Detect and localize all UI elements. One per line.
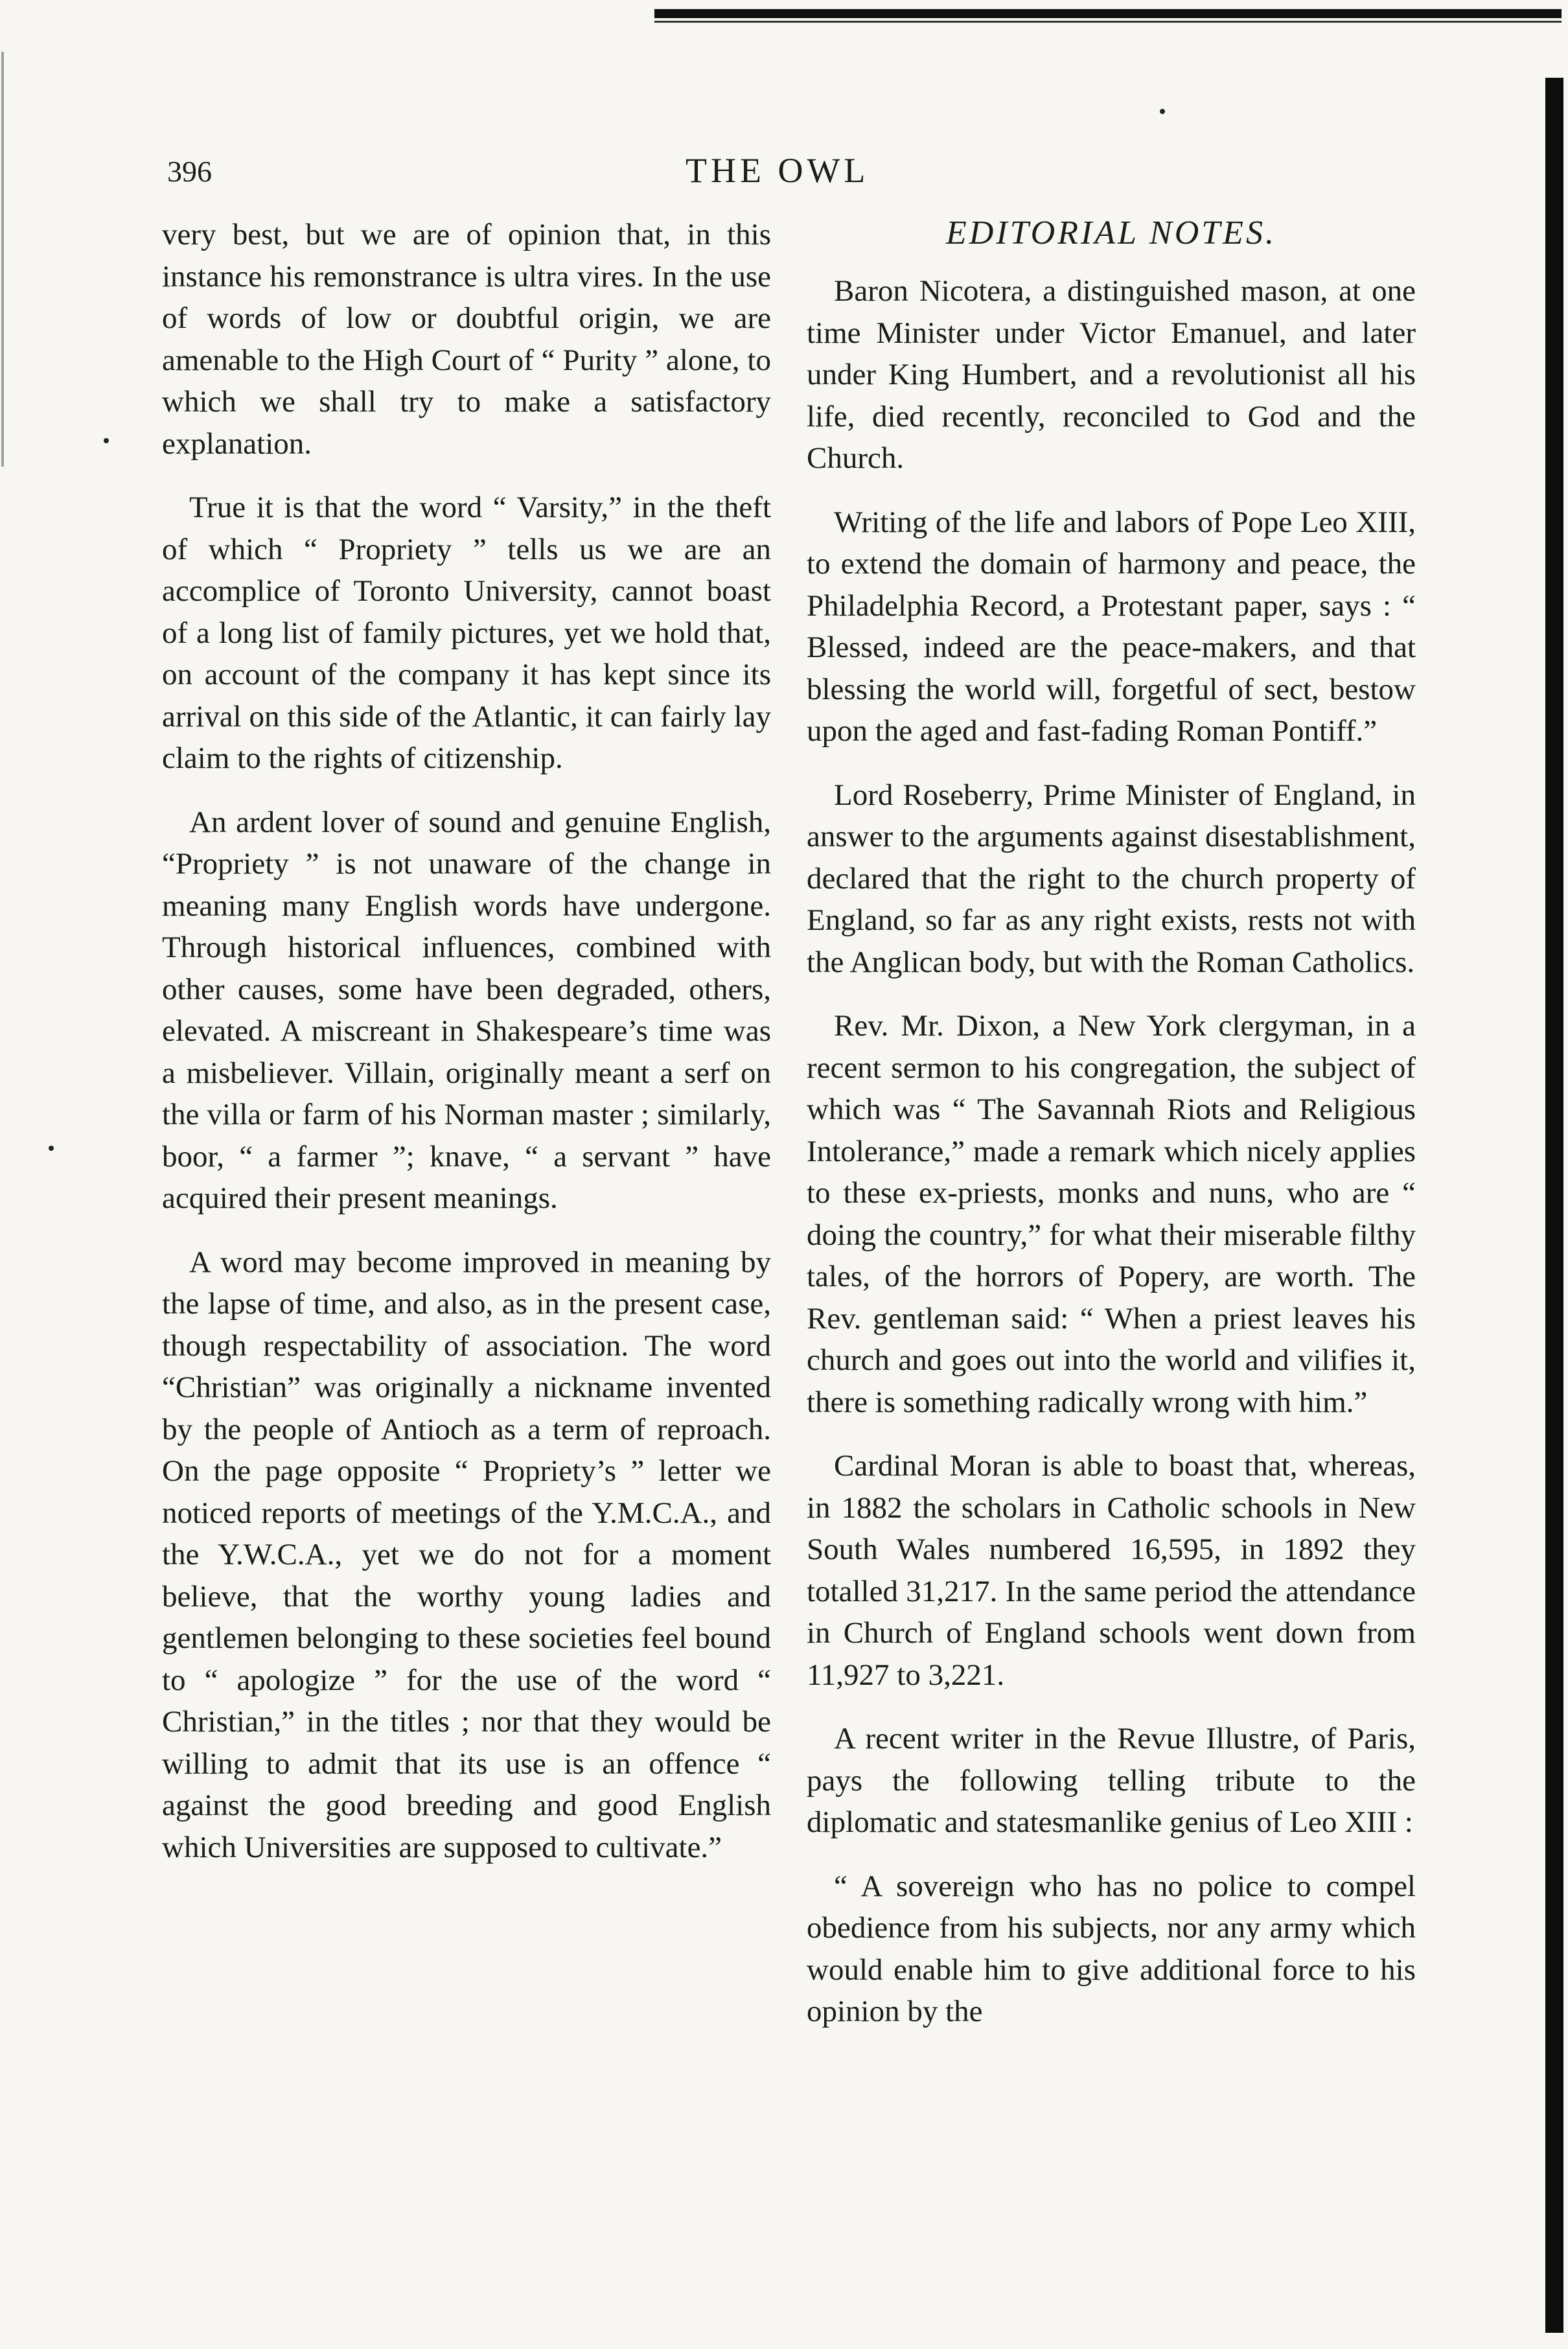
paragraph: Lord Roseberry, Prime Minister of England, in answer to the arguments against disestablishment, declared that the right to the church property of England, so far as any right exists, rests not with the Anglican body, but with the Roman Catholics. xyxy=(807,778,1416,979)
paragraph: Rev. Mr. Dixon, a New York clergyman, in a recent sermon to his congregation, the subject of which was “ The Savannah Riots and Religious Intolerance,” made a remark which nicely applies to these ex-priests, monks and nuns, who are “ doing the country,” for what their miserable filthy tales, of the horrors of Popery, are worth. The Rev. gentleman said: “ When a priest leaves his church and goes out into the world and vilifies it, there is something radically wrong with him.” xyxy=(807,1009,1416,1419)
running-title: THE OWL xyxy=(686,151,870,190)
paragraph: very best, but we are of opinion that, in this instance his remonstrance is ultra vires. In the use of words of low or doubtful origin, we are amenable to the High Court of “ Purity ” alone, to which we shall try to make a satisfactory explanation. xyxy=(162,218,771,461)
left-scan-edge xyxy=(1,52,4,467)
paragraph: Cardinal Moran is able to boast that, whereas, in 1882 the scholars in Catholic schools in New South Wales numbered 16,595, in 1892 they totalled 31,217. In the same period the attendance in Church of England schools went down from 11,927 to 3,221. xyxy=(807,1449,1416,1692)
right-scan-edge xyxy=(1545,78,1563,2333)
paragraph: An ardent lover of sound and genuine English, “Propriety ” is not unaware of the change in meaning many English words have undergone. Through historical influences, combined with other causes, some have been degraded, others, elevated. A miscreant in Shakespeare’s time was a misbeliever. Villain, originally meant a serf on the villa or farm of his Norman master ; similarly, boor, “ a farmer ”; knave, “ a servant ” have acquired their present meanings. xyxy=(162,805,771,1215)
top-scan-rule xyxy=(654,9,1562,18)
scan-speck xyxy=(104,438,109,443)
page-number: 396 xyxy=(167,155,212,188)
left-column xyxy=(162,214,771,1890)
paragraph: Baron Nicotera, a distinguished mason, at one time Minister under Victor Emanuel, and later under King Humbert, and a revolutionist all his life, died recently, reconciled to God and the Church. xyxy=(807,274,1416,475)
scan-speck xyxy=(49,1146,54,1151)
paragraph: “ A sovereign who has no police to compel obedience from his subjects, nor any army which would enable him to give additional force to his opinion by the xyxy=(807,1869,1416,2028)
right-column xyxy=(807,214,1416,2033)
section-heading: EDITORIAL NOTES. xyxy=(946,214,1276,251)
paragraph: A recent writer in the Revue Illustre, of Paris, pays the following telling tribute to the diplomatic and statesmanlike genius of Leo XIII : xyxy=(807,1722,1416,1839)
paragraph: A word may become improved in meaning by the lapse of time, and also, as in the present case, though respectability of association. The word “Christian” was originally a nickname invented by the people of Antioch as a term of reproach. On the page opposite “ Propriety’s ” letter we noticed reports of meetings of the Y.M.C.A., and the Y.W.C.A., yet we do not for a moment believe, that the worthy young ladies and gentlemen belonging to these societies feel bound to “ apologize ” for the use of the word “ Christian,” in the titles ; nor that they would be willing to admit that its use is an offence “ against the good breeding and good English which Universities are supposed to cultivate.” xyxy=(162,1245,771,1864)
paragraph: Writing of the life and labors of Pope Leo XIII, to extend the domain of harmony and peace, the Philadelphia Record, a Protestant paper, says : “ Blessed, indeed are the peace-makers, and that blessing the world will, forgetful of sect, bestow upon the aged and fast-fading Roman Pontiff.” xyxy=(807,505,1416,748)
paragraph: True it is that the word “ Varsity,” in the theft of which “ Propriety ” tells us we are an accomplice of Toronto University, cannot boast of a long list of family pictures, yet we hold that, on account of the company it has kept since its arrival on this side of the Atlantic, it can fairly lay claim to the rights of citizenship. xyxy=(162,491,771,775)
top-scan-rule-thin xyxy=(654,21,1562,23)
scan-speck xyxy=(1160,109,1165,114)
